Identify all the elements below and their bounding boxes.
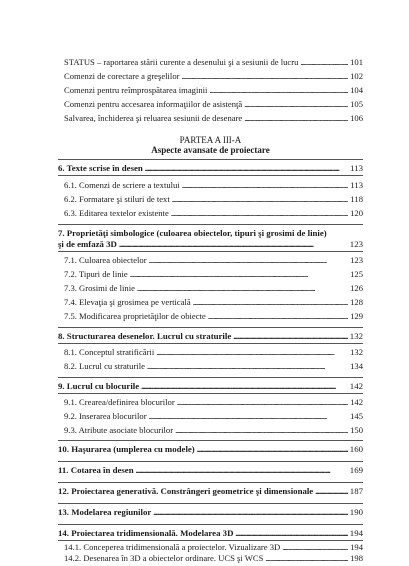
dot-leader [149, 255, 349, 266]
toc-chapter-title: 11. Cotarea în desen [58, 465, 134, 475]
toc-section-page: 123 [350, 255, 363, 265]
divider [58, 377, 363, 378]
part-title: PARTEA A III-A [179, 135, 242, 145]
toc-chapter [58, 239, 363, 250]
toc-chapter-title-line1: 7. Proprietăţi simbologice (culoarea obiectelor, tipuri şi grosimi de linie) [58, 228, 327, 238]
toc-section [64, 553, 363, 564]
toc-chapter-page: 194 [349, 528, 363, 538]
toc-entry-title: STATUS – raportarea stării curente a desenului şi a sesiunii de lucru [64, 57, 299, 67]
toc-section-title: 14.1. Conceperea tridimensională a proiectelor. Vizualizare 3D [64, 542, 281, 552]
dot-leader [282, 542, 348, 553]
divider [58, 524, 363, 525]
dot-leader [153, 507, 348, 518]
dot-leader [119, 239, 348, 250]
toc-section-title: 7.1. Culoarea obiectelor [64, 255, 147, 265]
dot-leader [208, 311, 348, 322]
toc-section-page: 134 [350, 361, 363, 371]
toc-entry-title: Comenzi pentru reîmprospătarea imaginii [64, 85, 208, 95]
toc-chapter [58, 331, 363, 342]
toc-section [64, 425, 363, 436]
dot-leader [265, 553, 348, 564]
toc-chapter-title: 14. Proiectarea tridimensională. Modelarea 3D [58, 528, 234, 538]
divider [58, 224, 363, 225]
dot-leader [193, 297, 348, 308]
toc-entry [64, 57, 363, 68]
toc-section-page: 129 [350, 311, 363, 321]
toc-chapter-title: 12. Proiectarea generativă. Constrângeri geometrice şi dimensionale [58, 486, 314, 496]
divider [58, 503, 363, 504]
dot-leader [244, 113, 348, 124]
toc-section-title: 6.3. Editarea textelor existente [64, 208, 169, 218]
toc-entry [64, 113, 363, 124]
toc-section [64, 411, 363, 422]
dot-leader [171, 208, 348, 219]
toc-entry [64, 99, 363, 110]
dot-leader [147, 361, 348, 372]
dot-leader [209, 85, 348, 96]
divider [58, 251, 363, 252]
toc-section-page: 125 [350, 269, 363, 279]
toc-section-page: 145 [350, 411, 363, 421]
toc-section [64, 347, 363, 358]
dot-leader [182, 180, 349, 191]
dot-leader [235, 528, 347, 539]
toc-chapter-title: 6. Texte scrise în desen [58, 163, 143, 173]
toc-chapter-page: 142 [349, 381, 363, 391]
toc-chapter-page: 160 [349, 444, 363, 454]
toc-section [64, 194, 363, 205]
toc-entry [64, 71, 363, 82]
toc-chapter-page: 169 [349, 465, 363, 475]
divider [58, 482, 363, 483]
toc-chapter [58, 486, 363, 497]
toc-chapter-page: 113 [350, 163, 363, 173]
dot-leader [149, 411, 349, 422]
toc-section-page: 120 [350, 208, 363, 218]
dot-leader [172, 194, 349, 205]
toc-section [64, 208, 363, 219]
divider [58, 343, 363, 344]
toc-section-page: 128 [350, 297, 363, 307]
toc-section-page: 126 [350, 283, 363, 293]
dot-leader [315, 486, 348, 497]
toc-entry-page: 105 [350, 99, 363, 109]
toc-chapter-title: 10. Haşurarea (umplerea cu modele) [58, 444, 195, 454]
toc-chapter [58, 163, 363, 174]
toc-section-title: 7.3. Grosimi de linie [64, 283, 135, 293]
dot-leader [197, 444, 348, 455]
toc-chapter-title-line2: şi de emfază 3D [58, 239, 117, 249]
toc-section-title: 8.2. Lucrul cu straturile [64, 361, 145, 371]
toc-section-title: 14.2. Desenarea în 3D a obiectelor ordinare. UCS şi WCS [64, 553, 264, 563]
dot-leader [137, 283, 348, 294]
dot-leader [175, 425, 348, 436]
toc-entry-page: 102 [350, 71, 363, 81]
toc-section [64, 311, 363, 322]
toc-section [64, 255, 363, 266]
toc-section-page: 150 [350, 425, 363, 435]
divider [58, 159, 363, 160]
toc-section [64, 283, 363, 294]
toc-chapter-page: 123 [349, 239, 363, 249]
toc-entry-title: Comenzi pentru accesarea informaţiilor de asistenţă [64, 99, 243, 109]
toc-entry-title: Salvarea, închiderea şi reluarea sesiunii de desenare [64, 113, 243, 123]
toc-chapter-page: 132 [349, 331, 363, 341]
toc-chapter [58, 465, 363, 476]
toc-section [64, 180, 363, 191]
toc-chapter-page: 190 [349, 507, 363, 517]
toc-chapter [58, 381, 363, 392]
toc-chapter-page: 187 [349, 486, 363, 496]
toc-section-page: 194 [350, 542, 363, 552]
divider [58, 540, 363, 541]
toc-section [64, 361, 363, 372]
toc-section-title: 9.1. Crearea/definirea blocurilor [64, 397, 175, 407]
divider [58, 175, 363, 176]
toc-section-title: 9.2. Inserarea blocurilor [64, 411, 147, 421]
toc-chapter-title: 13. Modelarea regiunilor [58, 507, 152, 517]
toc-section-title: 6.2. Formatare şi stiluri de text [64, 194, 170, 204]
toc-chapter-title: 9. Lucrul cu blocurile [58, 381, 140, 391]
toc-section-page: 113 [350, 180, 363, 190]
divider [58, 440, 363, 441]
toc-section-title: 7.2. Tipuri de linie [64, 269, 128, 279]
toc-section [64, 269, 363, 280]
toc-chapter [58, 507, 363, 518]
toc-section-page: 132 [350, 347, 363, 357]
dot-leader [136, 465, 348, 476]
toc-entry-page: 104 [350, 85, 363, 95]
toc-entry [64, 85, 363, 96]
part-subtitle: Aspecte avansate de proiectare [151, 145, 270, 155]
toc-entry-title: Comenzi de corectare a greşelilor [64, 71, 180, 81]
toc-section-title: 9.3. Atribute asociate blocurilor [64, 425, 174, 435]
dot-leader [130, 269, 348, 280]
toc-section [64, 297, 363, 308]
toc-section-page: 118 [350, 194, 363, 204]
toc-section-title: 7.4. Elevaţia şi grosimea pe verticală [64, 297, 191, 307]
divider [58, 393, 363, 394]
toc-section-page: 198 [350, 553, 363, 563]
dot-leader [145, 163, 348, 174]
dot-leader [181, 71, 348, 82]
dot-leader [156, 347, 348, 358]
dot-leader [244, 99, 348, 110]
dot-leader [300, 57, 348, 68]
toc-chapter [58, 444, 363, 455]
toc-entry-page: 106 [350, 113, 363, 123]
divider [58, 461, 363, 462]
dot-leader [141, 381, 348, 392]
toc-section [64, 397, 363, 408]
toc-section [64, 542, 363, 553]
toc-section-title: 7.5. Modificarea proprietăţilor de obiecte [64, 311, 206, 321]
toc-entry-page: 101 [350, 57, 363, 67]
toc-section-page: 142 [350, 397, 363, 407]
dot-leader [177, 397, 348, 408]
toc-chapter-title: 8. Structurarea desenelor. Lucrul cu straturile [58, 331, 232, 341]
toc-chapter [58, 528, 363, 539]
toc-section-title: 6.1. Comenzi de scriere a textului [64, 180, 180, 190]
dot-leader [233, 331, 348, 342]
toc-section-title: 8.1. Conceptul stratificării [64, 347, 155, 357]
divider [58, 327, 363, 328]
